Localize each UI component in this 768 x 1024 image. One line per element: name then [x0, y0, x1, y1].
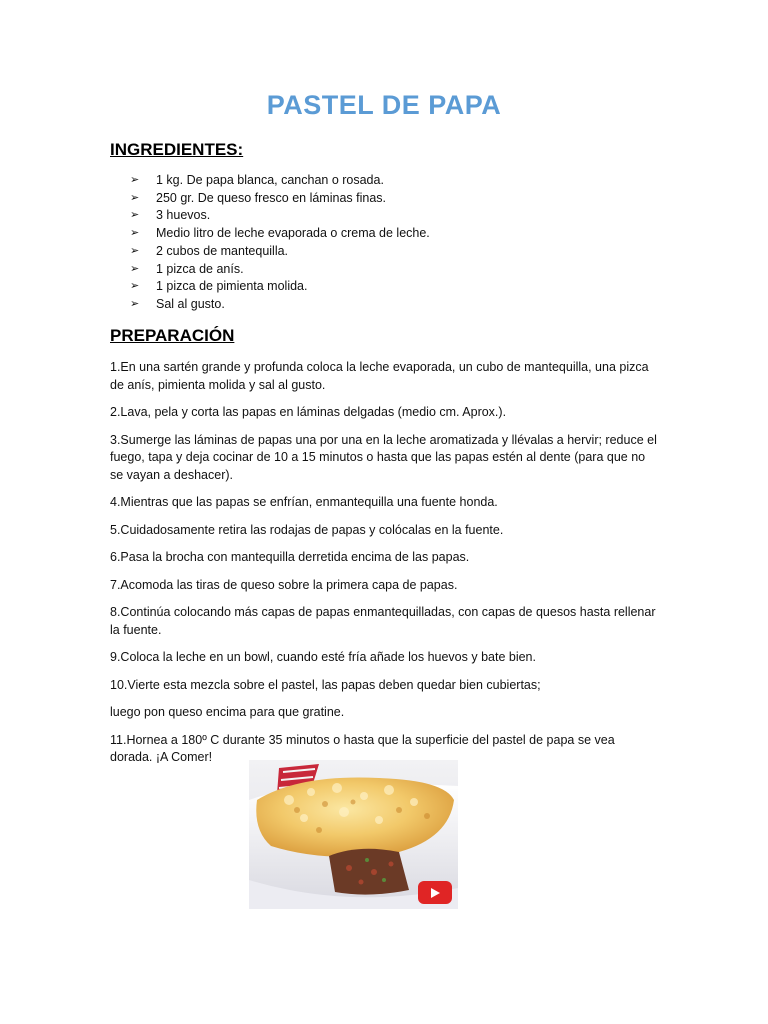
ingredient-item	[130, 172, 430, 190]
arrow-bullet-icon: ➢	[130, 297, 140, 310]
step-paragraph: 10.Vierte esta mezcla sobre el pastel, las papas deben quedar bien cubiertas;	[110, 677, 541, 692]
ingredient-item	[130, 296, 430, 314]
step-paragraph: 7.Acomoda las tiras de queso sobre la primera capa de papas.	[110, 577, 458, 592]
arrow-bullet-icon: ➢	[130, 244, 140, 257]
arrow-bullet-icon: ➢	[130, 174, 140, 186]
preparation-steps	[110, 359, 658, 777]
page-title: PASTEL DE PAPA	[266, 90, 502, 120]
step-paragraph: 3.Sumerge las láminas de papas una por una en la leche aromatizada y llévalas a hervir; reduce el fuego, tapa y deja cocinar de 10 a 15 minutos o hasta que las papas estén al dente (para que no se vayan a deshacer).	[110, 432, 657, 482]
ingredient-text: 1 kg. De papa blanca, canchan o rosada.	[156, 173, 384, 187]
ingredient-text: Sal al gusto.	[156, 296, 225, 311]
ingredient-item	[130, 261, 430, 279]
step-paragraph: 6.Pasa la brocha con mantequilla derretida encima de las papas.	[110, 550, 470, 564]
arrow-bullet-icon: ➢	[130, 262, 140, 275]
ingredient-item	[130, 207, 430, 225]
step-paragraph: 2.Lava, pela y corta las papas en láminas delgadas (medio cm. Aprox.).	[110, 405, 507, 419]
ingredients-list	[130, 172, 430, 314]
ingredient-text: 1 pizca de anís.	[156, 261, 244, 276]
ingredient-text: 250 gr. De queso fresco en láminas finas.	[156, 190, 386, 205]
ingredient-text: 3 huevos.	[156, 208, 211, 223]
step-paragraph: 8.Continúa colocando más capas de papas enmantequilladas, con capas de quesos hasta rellenar la fuente.	[110, 605, 656, 637]
ingredient-item	[130, 225, 430, 243]
ingredient-item	[130, 243, 430, 261]
ingredient-item	[130, 278, 430, 296]
ingredient-item	[130, 190, 430, 208]
step-paragraph: 5.Cuidadosamente retira las rodajas de papas y colócalas en la fuente.	[110, 522, 504, 537]
ingredients-heading: INGREDIENTES:	[110, 140, 244, 159]
arrow-bullet-icon: ➢	[130, 191, 140, 204]
ingredient-text: Medio litro de leche evaporada o crema de leche.	[156, 226, 430, 241]
play-icon	[429, 887, 441, 899]
step-paragraph: 9.Coloca la leche en un bowl, cuando esté fría añade los huevos y bate bien.	[110, 650, 536, 664]
step-paragraph: 1.En una sartén grande y profunda coloca la leche evaporada, un cubo de mantequilla, una pizca de anís, pimienta molida y sal al gusto.	[110, 360, 649, 392]
step-paragraph: 4.Mientras que las papas se enfrían, enmantequilla una fuente honda.	[110, 495, 498, 509]
ingredient-text: 1 pizca de pimienta molida.	[156, 279, 308, 294]
arrow-bullet-icon: ➢	[130, 227, 140, 240]
ingredient-text: 2 cubos de mantequilla.	[156, 243, 289, 258]
arrow-bullet-icon: ➢	[130, 209, 140, 222]
arrow-bullet-icon: ➢	[130, 280, 140, 293]
step-paragraph: 11.Hornea a 180º C durante 35 minutos o hasta que la superficie del pastel de papa se vea dorada. ¡A Comer!	[110, 732, 615, 764]
preparation-heading: PREPARACIÓN	[110, 326, 235, 345]
play-button[interactable]	[418, 881, 452, 904]
step-paragraph: luego pon queso encima para que gratine.	[110, 705, 345, 719]
